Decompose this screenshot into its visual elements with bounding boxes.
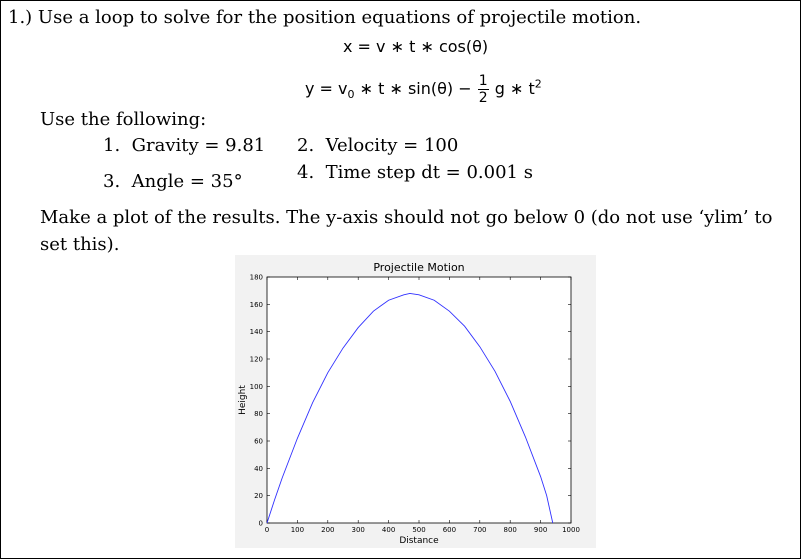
x-tick-label: 600	[442, 526, 457, 534]
x-tick-label: 100	[290, 526, 305, 534]
equation-x: x = v ∗ t ∗ cos(θ)	[343, 37, 489, 56]
chart-title: Projectile Motion	[373, 261, 465, 274]
x-tick-label: 500	[412, 526, 426, 534]
equation-y	[305, 74, 542, 105]
x-tick-label: 1000	[562, 526, 580, 534]
item-gravity: 1. Gravity = 9.81	[103, 135, 266, 156]
x-tick-label: 200	[321, 526, 335, 534]
y-tick-label: 60	[254, 437, 263, 446]
equation-y-fraction	[478, 74, 489, 105]
y-tick-label: 140	[249, 328, 263, 337]
x-tick-label: 400	[381, 526, 396, 534]
y-tick-label: 160	[249, 300, 263, 309]
equation-y-right: g ∗ t	[494, 79, 535, 98]
y-axis-label: Height	[238, 385, 248, 415]
item-velocity: 2. Velocity = 100	[297, 135, 459, 156]
item-angle: 3. Angle = 35°	[103, 171, 243, 192]
y-tick-label: 180	[249, 273, 263, 282]
item-time-step: 4. Time step dt = 0.001 s	[297, 162, 533, 183]
fraction-denominator: 2	[478, 90, 488, 106]
equation-y-mid: ∗ t ∗ sin(θ) −	[354, 79, 472, 98]
fraction-numerator: 1	[478, 73, 488, 89]
chart-svg	[235, 255, 596, 548]
plot-area	[267, 277, 571, 523]
y-tick-label: 100	[249, 382, 263, 391]
use-following-label: Use the following:	[40, 109, 207, 130]
equation-y-subscript: 0	[347, 88, 355, 102]
x-axis-label: Distance	[399, 536, 439, 546]
y-tick-label: 0	[258, 519, 263, 528]
x-tick-label: 300	[351, 526, 365, 534]
equation-y-superscript: 2	[534, 77, 542, 91]
y-tick-label: 80	[254, 410, 263, 419]
equation-y-left: y = v	[305, 79, 348, 98]
x-tick-label: 0	[264, 526, 270, 534]
x-tick-label: 700	[473, 526, 487, 534]
y-tick-label: 120	[249, 355, 263, 364]
x-tick-label: 800	[503, 526, 517, 534]
problem-heading: 1.) Use a loop to solve for the position equations of projectile motion.	[8, 7, 642, 28]
y-tick-label: 40	[254, 464, 263, 473]
plot-instruction: Make a plot of the results. The y-axis should not go below 0 (do not use ‘ylim’ to set this).	[40, 207, 773, 255]
x-tick-label: 900	[533, 526, 548, 534]
chart-figure	[235, 255, 596, 548]
y-tick-label: 20	[254, 492, 263, 501]
